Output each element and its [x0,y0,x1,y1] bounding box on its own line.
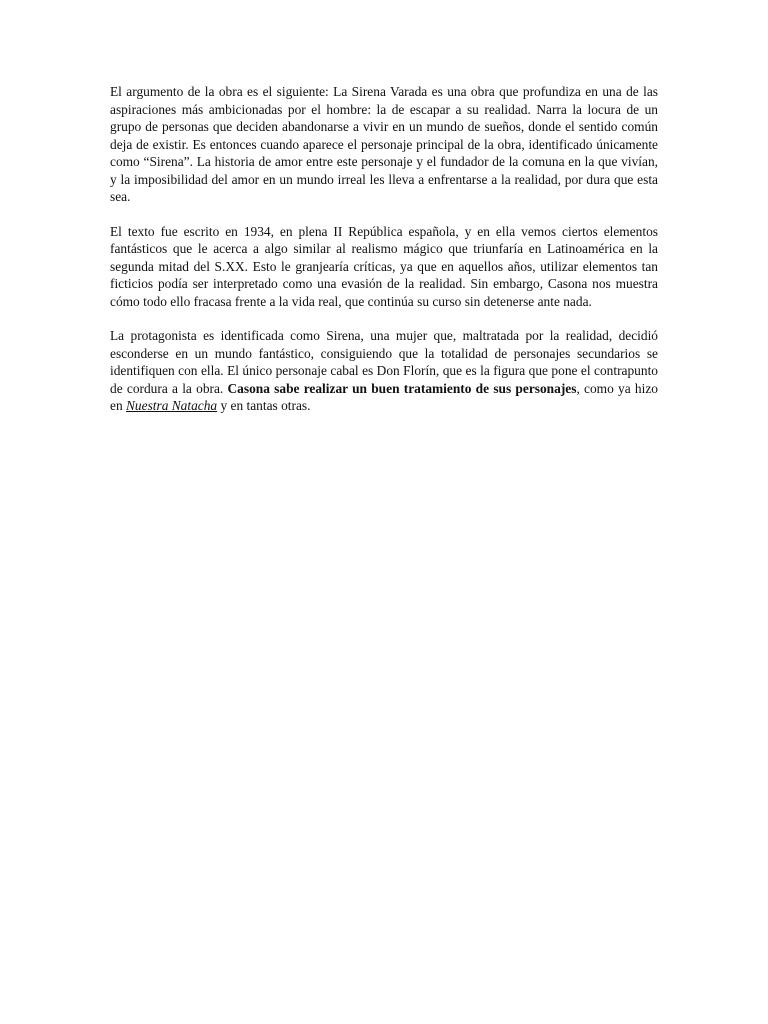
document-body [110,83,658,432]
paragraph-protagonist-text-middle: , como ya hizo en [110,380,658,413]
paragraph-protagonist-text-end: y en tantas otras. [217,398,311,413]
nuestra-natacha-link[interactable]: Nuestra Natacha [126,398,218,413]
paragraph-argument: El argumento de la obra es el siguiente: La Sirena Varada es una obra que profundiza en una de las aspiraciones más ambicionadas por el hombre: la de escapar a su realidad. Narra la locura de un grupo de personas que deciden abandonarse a vivir en un mundo de sueños, donde el sentido común deja de existir. Es entonces cuando aparece el personaje principal de la obra, identificado únicamente como “Sirena”. La historia de amor entre este personaje y el fundador de la comuna en la que vivían, y la imposibilidad del amor en un mundo irreal les lleva a enfrentarse a la realidad, por dura que esta sea. [110,84,658,204]
paragraph-protagonist-bold-text: Casona sabe realizar un buen tratamiento de sus personajes [227,380,577,396]
paragraph-protagonist-text-start: La protagonista es identificada como Sirena, una mujer que, maltratada por la realidad, decidió esconderse en un mundo fantástico, consiguiendo que la totalidad de personajes secundarios se identifiquen con ella. El único personaje cabal es Don Florín, que es la figura que pone el contrapunto de cordura a la obra. [110,328,658,396]
paragraph-context: El texto fue escrito en 1934, en plena II República española, y en ella vemos ciertos elementos fantásticos que le acerca a algo similar al realismo mágico que triunfaría en Latinoamérica en la segunda mitad del S.XX. Esto le granjearía críticas, ya que en aquellos años, utilizar elementos tan ficticios podía ser interpretado como una evasión de la realidad. Sin embargo, Casona nos muestra cómo todo ello fracasa frente a la vida real, que continúa su curso sin detenerse ante nada. [110,223,658,309]
paragraph-protagonist [110,327,658,415]
